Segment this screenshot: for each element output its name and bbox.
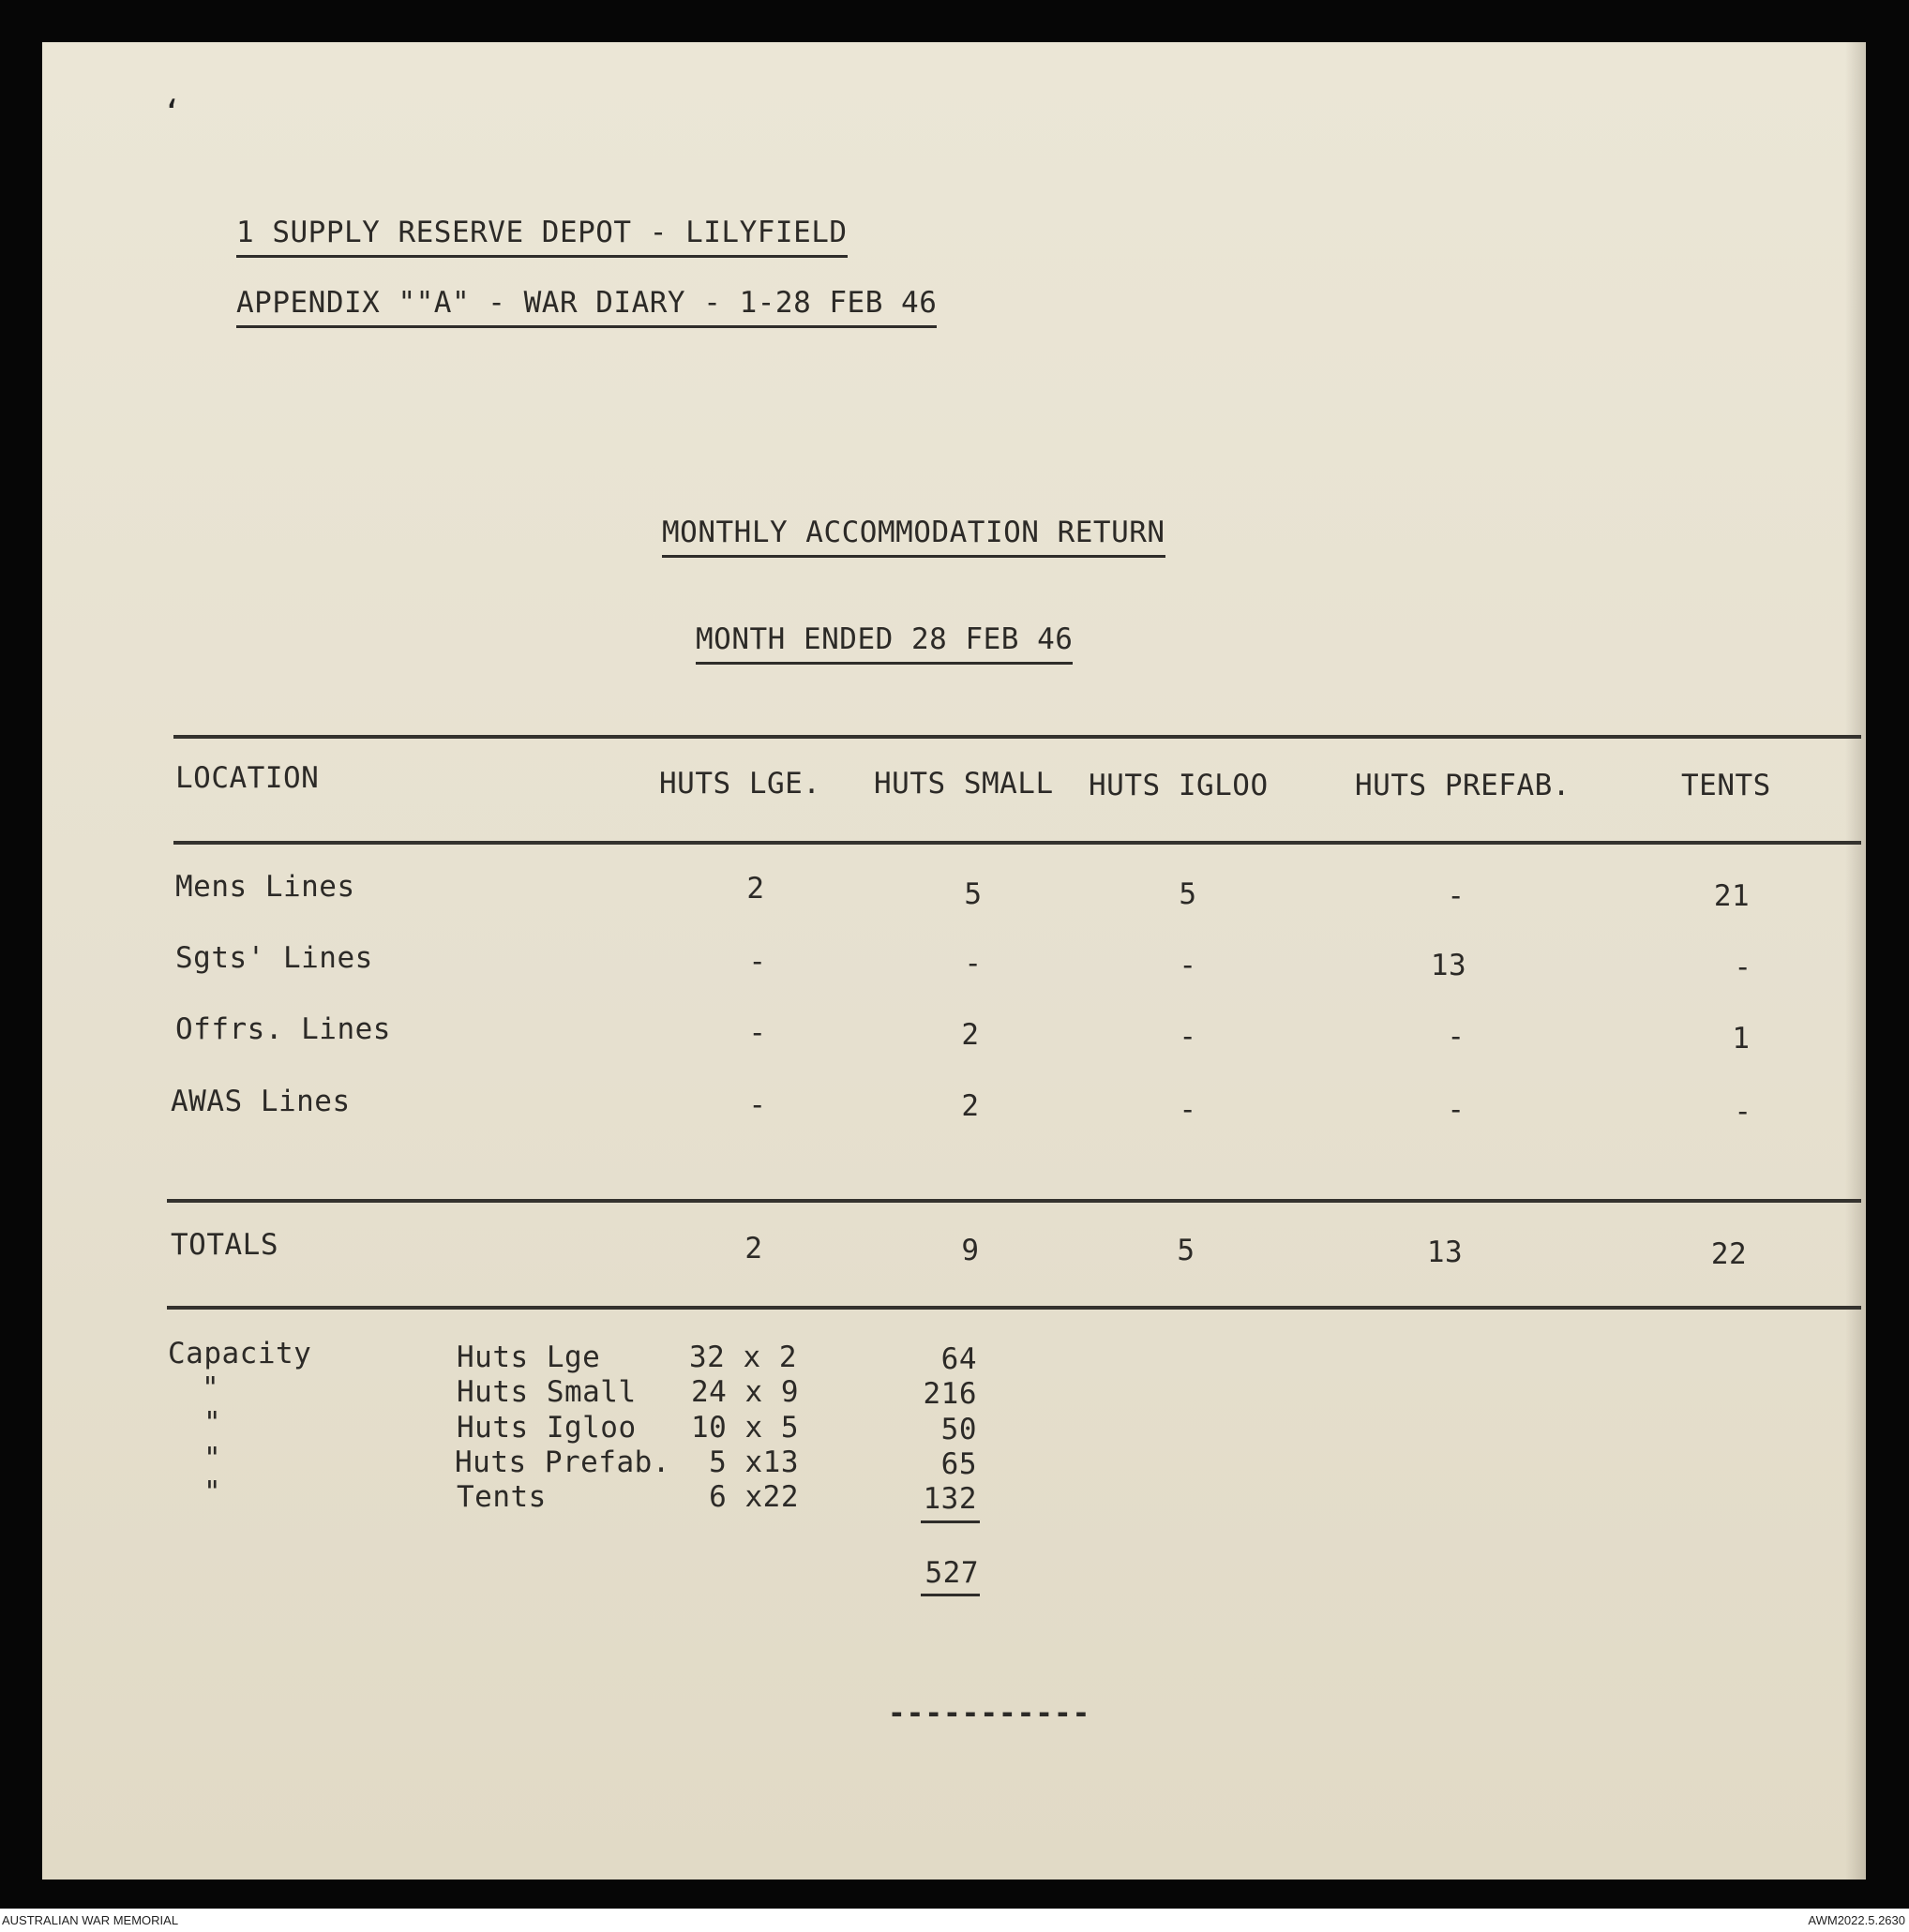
row-4-location: AWAS Lines: [171, 1085, 351, 1118]
capacity-item-3-total: 50: [940, 1413, 977, 1446]
row-2-huts-lge: -: [748, 945, 767, 979]
capacity-ditto-4: ": [203, 1475, 222, 1509]
row-3-tents: 1: [1732, 1022, 1751, 1056]
capacity-grand-total: 527: [924, 1556, 979, 1590]
header-bottom-rule: [173, 841, 1861, 845]
totals-huts-small: 9: [961, 1234, 980, 1267]
row-3-location: Offrs. Lines: [175, 1012, 391, 1046]
page-edge-shadow: [1845, 42, 1866, 1880]
capacity-item-1-name: Huts Lge: [457, 1340, 601, 1374]
totals-huts-igloo: 5: [1177, 1234, 1195, 1267]
capacity-item-5-calc: 6 x22: [709, 1480, 799, 1514]
capacity-ditto-2: ": [203, 1406, 222, 1440]
capacity-item-2-name: Huts Small: [457, 1375, 637, 1409]
row-1-huts-prefab: -: [1447, 879, 1466, 913]
totals-tents: 22: [1710, 1237, 1748, 1271]
row-1-location: Mens Lines: [175, 870, 355, 904]
totals-label: TOTALS: [171, 1228, 278, 1262]
row-3-huts-prefab: -: [1447, 1020, 1466, 1054]
row-4-huts-igloo: -: [1179, 1093, 1197, 1127]
capacity-total-rule: [921, 1594, 980, 1596]
document-subtitle: MONTH ENDED 28 FEB 46: [696, 622, 1073, 665]
row-4-tents: -: [1734, 1095, 1752, 1129]
header-huts-lge: HUTS LGE.: [659, 767, 821, 801]
header-huts-igloo: HUTS IGLOO: [1089, 769, 1269, 802]
row-3-huts-lge: -: [748, 1016, 767, 1050]
row-1-huts-igloo: 5: [1179, 877, 1197, 911]
heading-line-1: 1 SUPPLY RESERVE DEPOT - LILYFIELD: [236, 216, 848, 258]
header-location: LOCATION: [175, 761, 320, 795]
totals-huts-lge: 2: [744, 1232, 763, 1266]
heading-line-2: APPENDIX ""A" - WAR DIARY - 1-28 FEB 46: [236, 286, 937, 328]
footer-archive-name: AUSTRALIAN WAR MEMORIAL: [2, 1913, 179, 1927]
capacity-label: Capacity: [168, 1337, 312, 1370]
capacity-item-5-name: Tents: [457, 1480, 547, 1514]
row-1-huts-lge: 2: [746, 872, 765, 906]
row-2-tents: -: [1734, 951, 1752, 984]
header-huts-small: HUTS SMALL: [874, 767, 1054, 801]
capacity-item-4-total: 65: [940, 1447, 977, 1481]
header-tents: TENTS: [1681, 769, 1771, 802]
footer-reference-number: AWM2022.5.2630: [1808, 1913, 1905, 1927]
row-2-location: Sgts' Lines: [175, 941, 373, 975]
capacity-ditto-1: ": [202, 1371, 220, 1405]
capacity-item-2-calc: 24 x 9: [691, 1375, 799, 1409]
row-3-huts-small: 2: [961, 1018, 980, 1052]
capacity-ditto-3: ": [203, 1442, 222, 1475]
capacity-item-1-total: 64: [940, 1342, 977, 1376]
capacity-item-1-calc: 32 x 2: [689, 1340, 797, 1374]
capacity-item-5-total: 132: [923, 1482, 977, 1516]
capacity-item-3-calc: 10 x 5: [691, 1411, 799, 1445]
capacity-sum-rule: [921, 1520, 980, 1523]
capacity-item-3-name: Huts Igloo: [457, 1411, 637, 1445]
row-3-huts-igloo: -: [1179, 1020, 1197, 1054]
row-4-huts-lge: -: [748, 1088, 767, 1122]
row-2-huts-igloo: -: [1179, 949, 1197, 982]
row-2-huts-small: -: [964, 947, 983, 981]
row-1-huts-small: 5: [964, 877, 983, 911]
totals-top-rule: [167, 1199, 1861, 1203]
row-2-huts-prefab: 13: [1430, 949, 1467, 982]
end-of-document-mark: -----------: [888, 1697, 1091, 1730]
document-title: MONTHLY ACCOMMODATION RETURN: [662, 516, 1165, 558]
capacity-item-4-calc: 5 x13: [709, 1445, 799, 1479]
totals-bottom-rule: [167, 1306, 1861, 1310]
table-top-rule: [173, 735, 1861, 739]
capacity-item-2-total: 216: [923, 1377, 977, 1411]
row-4-huts-prefab: -: [1447, 1093, 1466, 1127]
capacity-item-4-name: Huts Prefab.: [455, 1445, 670, 1479]
row-4-huts-small: 2: [961, 1089, 980, 1123]
header-huts-prefab: HUTS PREFAB.: [1355, 769, 1571, 802]
row-1-tents: 21: [1713, 879, 1751, 913]
totals-huts-prefab: 13: [1426, 1236, 1464, 1269]
pencil-mark: ʻ: [162, 94, 182, 131]
